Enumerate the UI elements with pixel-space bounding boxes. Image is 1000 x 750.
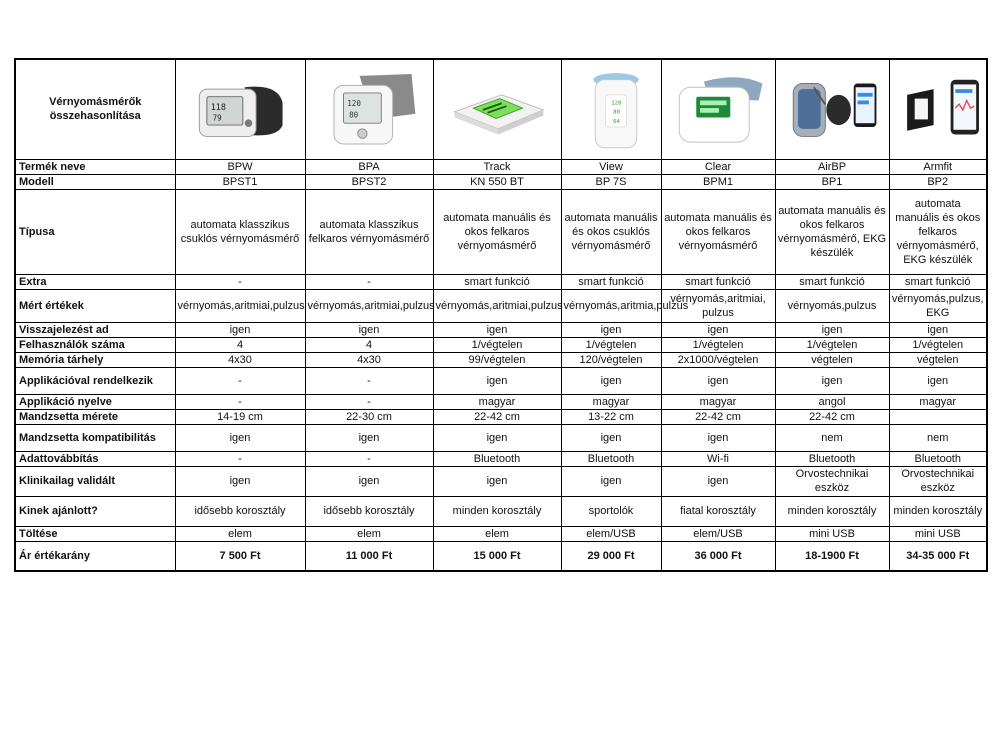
image-header-row (15, 59, 987, 159)
table-cell: Bluetooth (889, 451, 987, 466)
row-product-name (15, 159, 987, 174)
row-data-transfer (15, 451, 987, 466)
table-cell: igen (775, 322, 889, 337)
table-cell: végtelen (775, 352, 889, 367)
table-cell: igen (661, 466, 775, 496)
table-cell: 36 000 Ft (661, 541, 775, 571)
product-image-cell (433, 59, 561, 159)
row-label: Visszajelezést ad (15, 322, 175, 337)
svg-text:80: 80 (349, 110, 359, 120)
table-cell: magyar (433, 394, 561, 409)
table-cell: 1/végtelen (775, 337, 889, 352)
table-cell: elem/USB (661, 526, 775, 541)
table-cell: vérnyomás,pulzus (775, 289, 889, 322)
table-cell: automata manuális és okos felkaros vérnyomásmérő, EKG készülék (889, 189, 987, 274)
product-image-cell (305, 59, 433, 159)
row-recommended-for (15, 496, 987, 526)
table-cell: 29 000 Ft (561, 541, 661, 571)
table-cell: igen (661, 424, 775, 451)
table-cell: 22-42 cm (775, 409, 889, 424)
row-label: Klinikailag validált (15, 466, 175, 496)
product-image-cell (175, 59, 305, 159)
table-cell: igen (305, 424, 433, 451)
table-cell: vérnyomás,aritmiai,pulzus (305, 289, 433, 322)
row-label: Mandzsetta mérete (15, 409, 175, 424)
table-cell: 4x30 (305, 352, 433, 367)
table-cell: angol (775, 394, 889, 409)
row-users-count (15, 337, 987, 352)
row-label: Termék neve (15, 159, 175, 174)
view-monitor-image (564, 65, 668, 153)
table-cell: 14-19 cm (175, 409, 305, 424)
row-power (15, 526, 987, 541)
table-cell: Bluetooth (775, 451, 889, 466)
table-cell: smart funkció (661, 274, 775, 289)
table-cell: Clear (661, 159, 775, 174)
table-cell: Track (433, 159, 561, 174)
table-cell: - (175, 394, 305, 409)
svg-text:79: 79 (212, 113, 222, 123)
airbp-monitor-image (780, 65, 884, 153)
table-cell: 4 (175, 337, 305, 352)
table-cell: BP 7S (561, 174, 661, 189)
row-label: Memória tárhely (15, 352, 175, 367)
row-label: Applikáció nyelve (15, 394, 175, 409)
table-cell: 7 500 Ft (175, 541, 305, 571)
table-cell: végtelen (889, 352, 987, 367)
table-cell: BPA (305, 159, 433, 174)
row-app-available (15, 367, 987, 394)
svg-text:118: 118 (210, 103, 227, 114)
table-cell: View (561, 159, 661, 174)
arm-monitor-image (317, 65, 421, 153)
table-cell: igen (561, 367, 661, 394)
table-cell: igen (433, 424, 561, 451)
row-label: Ár értékarány (15, 541, 175, 571)
table-cell: igen (433, 322, 561, 337)
row-price (15, 541, 987, 571)
product-image-cell (561, 59, 661, 159)
table-cell: BPST2 (305, 174, 433, 189)
svg-text:64: 64 (612, 119, 620, 126)
table-cell: 22-30 cm (305, 409, 433, 424)
table-cell: idősebb korosztály (305, 496, 433, 526)
table-cell: igen (661, 367, 775, 394)
row-label: Extra (15, 274, 175, 289)
table-cell: 120/végtelen (561, 352, 661, 367)
table-cell: elem/USB (561, 526, 661, 541)
table-cell: magyar (661, 394, 775, 409)
row-cuff-size (15, 409, 987, 424)
table-cell: igen (433, 466, 561, 496)
row-label: Mandzsetta kompatibilitás (15, 424, 175, 451)
table-cell: igen (775, 367, 889, 394)
row-label: Töltése (15, 526, 175, 541)
table-cell: 34-35 000 Ft (889, 541, 987, 571)
row-feedback (15, 322, 987, 337)
comparison-table (14, 58, 988, 572)
table-cell: Orvostechnikai eszköz (775, 466, 889, 496)
table-cell: vérnyomás,pulzus, EKG (889, 289, 987, 322)
table-title: Vérnyomásmérők összehasonlítása (15, 59, 175, 159)
table-cell: automata manuális és okos felkaros vérnyomásmérő (433, 189, 561, 274)
table-cell: igen (175, 322, 305, 337)
table-cell: - (305, 367, 433, 394)
table-cell: 22-42 cm (433, 409, 561, 424)
table-cell: AirBP (775, 159, 889, 174)
table-cell: BP2 (889, 174, 987, 189)
table-cell: igen (175, 424, 305, 451)
table-cell: mini USB (775, 526, 889, 541)
table-cell: - (305, 451, 433, 466)
wrist-monitor-image (188, 65, 292, 153)
row-label: Típusa (15, 189, 175, 274)
row-clinically-validated (15, 466, 987, 496)
table-cell: igen (305, 466, 433, 496)
row-type (15, 189, 987, 274)
table-cell: KN 550 BT (433, 174, 561, 189)
table-cell: 4 (305, 337, 433, 352)
row-label: Kinek ajánlott? (15, 496, 175, 526)
row-memory (15, 352, 987, 367)
table-cell: Armfit (889, 159, 987, 174)
table-cell: igen (889, 367, 987, 394)
table-cell: minden korosztály (889, 496, 987, 526)
table-cell: Bluetooth (561, 451, 661, 466)
table-cell: - (175, 451, 305, 466)
table-cell: smart funkció (889, 274, 987, 289)
table-cell: smart funkció (561, 274, 661, 289)
table-cell: igen (561, 466, 661, 496)
track-monitor-image (445, 65, 549, 153)
table-cell: 1/végtelen (433, 337, 561, 352)
table-cell: vérnyomás,aritmiai,pulzus (433, 289, 561, 322)
table-cell: smart funkció (433, 274, 561, 289)
table-cell: - (305, 394, 433, 409)
table-cell: BPM1 (661, 174, 775, 189)
table-cell: elem (433, 526, 561, 541)
table-cell: igen (889, 322, 987, 337)
product-image-cell (661, 59, 775, 159)
table-cell: fiatal korosztály (661, 496, 775, 526)
table-cell: 2x1000/végtelen (661, 352, 775, 367)
table-cell: nem (775, 424, 889, 451)
table-cell: igen (175, 466, 305, 496)
table-cell: automata klasszikus felkaros vérnyomásmérő (305, 189, 433, 274)
row-cuff-compatibility (15, 424, 987, 451)
armfit-monitor-image (892, 65, 996, 153)
table-cell: BP1 (775, 174, 889, 189)
table-cell: BPW (175, 159, 305, 174)
svg-text:120: 120 (347, 99, 361, 109)
table-cell: 4x30 (175, 352, 305, 367)
table-cell: Wi-fi (661, 451, 775, 466)
product-image-cell (889, 59, 987, 159)
table-cell: - (305, 274, 433, 289)
row-label: Modell (15, 174, 175, 189)
svg-text:120: 120 (610, 100, 621, 107)
row-label: Adattovábbítás (15, 451, 175, 466)
table-cell: elem (175, 526, 305, 541)
table-cell: Bluetooth (433, 451, 561, 466)
table-cell: 13-22 cm (561, 409, 661, 424)
table-cell: idősebb korosztály (175, 496, 305, 526)
row-label: Felhasználók száma (15, 337, 175, 352)
table-cell: igen (561, 424, 661, 451)
table-cell: automata klasszikus csuklós vérnyomásmérő (175, 189, 305, 274)
row-model (15, 174, 987, 189)
table-cell: 1/végtelen (889, 337, 987, 352)
row-label: Applikációval rendelkezik (15, 367, 175, 394)
table-cell: smart funkció (775, 274, 889, 289)
clear-monitor-image (666, 65, 770, 153)
table-cell: Orvostechnikai eszköz (889, 466, 987, 496)
table-cell: vérnyomás,aritmia,pulzus (561, 289, 661, 322)
table-cell: magyar (889, 394, 987, 409)
table-cell: 11 000 Ft (305, 541, 433, 571)
table-cell: automata manuális és okos felkaros vérnyomásmérő, EKG készülék (775, 189, 889, 274)
table-cell: igen (561, 322, 661, 337)
table-cell: igen (433, 367, 561, 394)
table-cell: magyar (561, 394, 661, 409)
table-cell: 1/végtelen (661, 337, 775, 352)
table-cell: igen (305, 322, 433, 337)
row-measured-values (15, 289, 987, 322)
table-cell: - (175, 274, 305, 289)
product-image-cell (775, 59, 889, 159)
table-cell: BPST1 (175, 174, 305, 189)
table-cell: minden korosztály (433, 496, 561, 526)
table-cell (889, 409, 987, 424)
table-cell: 22-42 cm (661, 409, 775, 424)
row-app-language (15, 394, 987, 409)
table-cell: elem (305, 526, 433, 541)
table-cell: mini USB (889, 526, 987, 541)
table-cell: 1/végtelen (561, 337, 661, 352)
table-cell: 15 000 Ft (433, 541, 561, 571)
table-cell: automata manuális és okos felkaros vérnyomásmérő (661, 189, 775, 274)
table-cell: igen (661, 322, 775, 337)
row-extra (15, 274, 987, 289)
row-label: Mért értékek (15, 289, 175, 322)
table-cell: - (175, 367, 305, 394)
table-cell: 18-1900 Ft (775, 541, 889, 571)
table-cell: vérnyomás,aritmiai,pulzus (175, 289, 305, 322)
table-cell: automata manuális és okos csuklós vérnyomásmérő (561, 189, 661, 274)
table-cell: minden korosztály (775, 496, 889, 526)
table-cell: nem (889, 424, 987, 451)
svg-text:80: 80 (612, 109, 620, 116)
table-cell: sportolók (561, 496, 661, 526)
table-cell: vérnyomás,aritmiai, pulzus (661, 289, 775, 322)
table-cell: 99/végtelen (433, 352, 561, 367)
